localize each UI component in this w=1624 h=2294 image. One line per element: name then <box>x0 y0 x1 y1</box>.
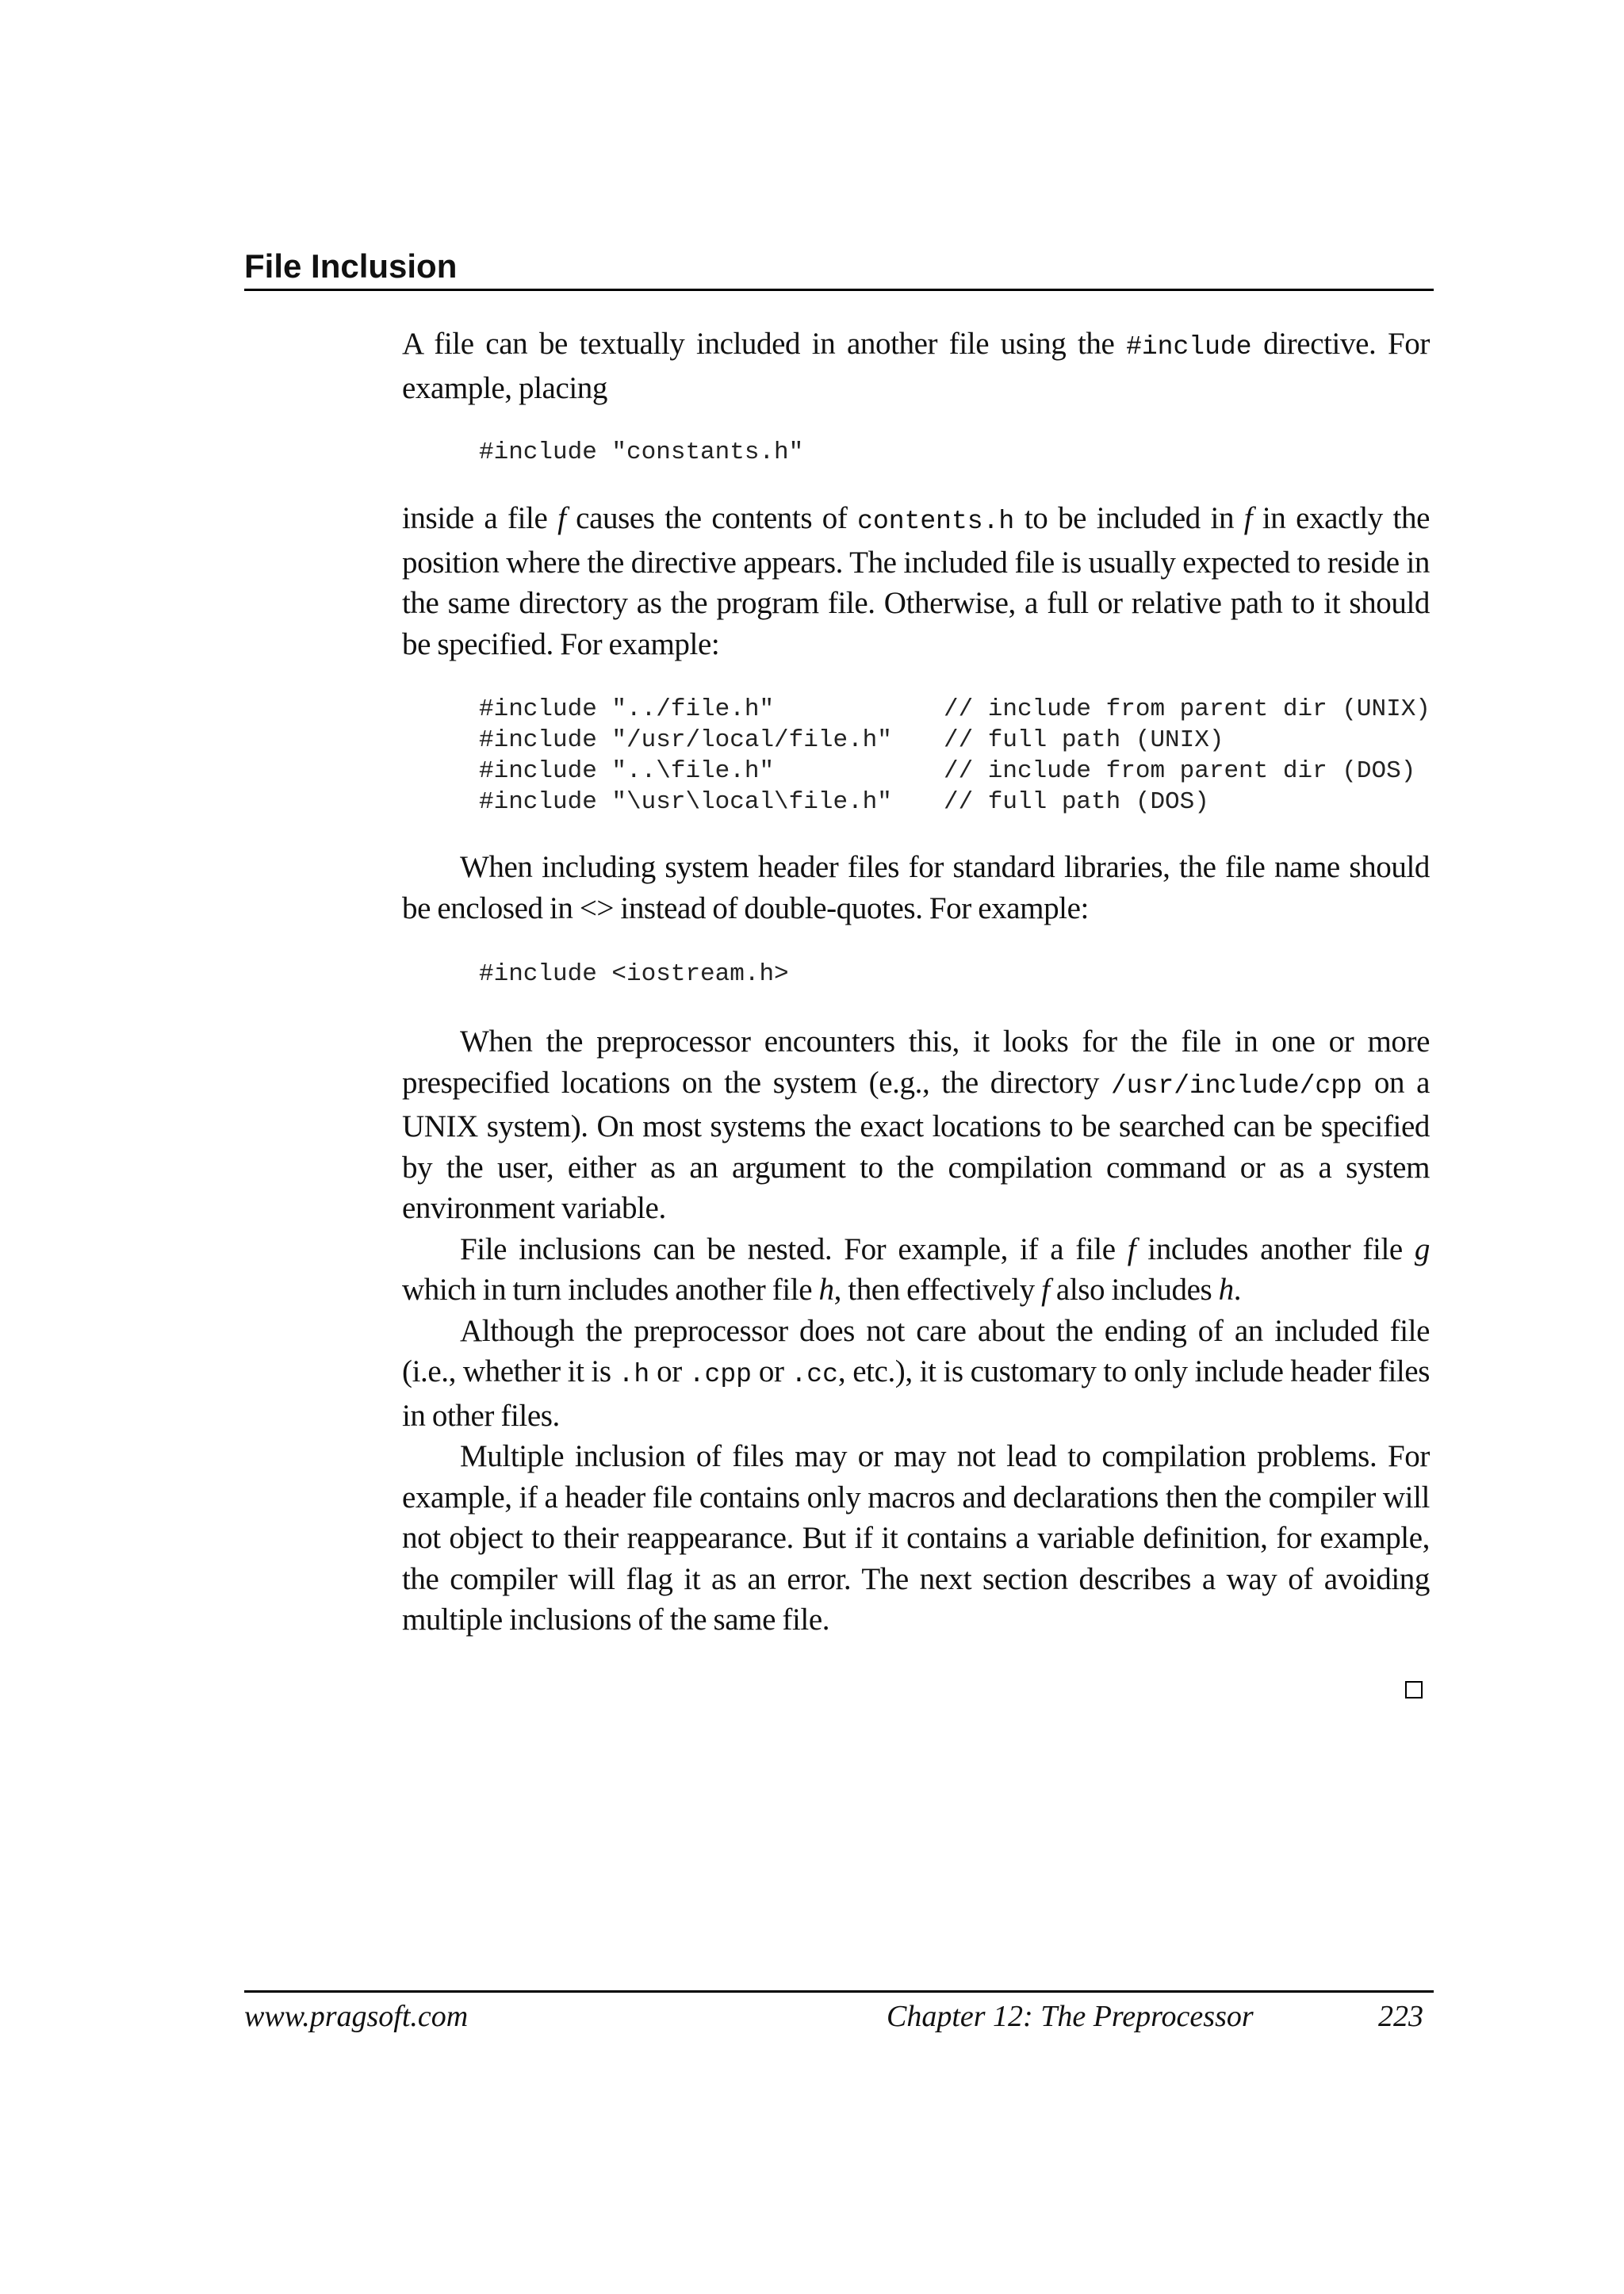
paragraph-nested-inclusion: File inclusions can be nested. For example, if a file f includes another file g which in turn includes another file h, then effectively f also includes h. <box>402 1231 1430 1307</box>
paragraph-preprocessor-search: When the preprocessor encounters this, it looks for the file in one or more prespecified locations on the system (e.g., the directory /usr/include/cpp on a UNIX system). On most systems the exact locations to be searched can be specified by the user, either as an argument to the compilation command or as a system environment variable. <box>402 1024 1430 1225</box>
paragraph-inclusion-position: inside a file f causes the contents of contents.h to be included in f in exactly the position where the directive appears. The included file is usually expected to reside in the same directory as the program file. Otherwise, a full or relative path to it should be specified. For example: <box>402 501 1430 661</box>
footer-website: www.pragsoft.com <box>244 2000 469 2033</box>
code-line: #include "\usr\local\file.h" // full path (DOS) <box>479 788 1209 816</box>
paragraph-file-endings: Although the preprocessor does not care about the ending of an included file (i.e., whether it is .h or .cpp or .cc, etc.), it is customary to only include header files in other files. <box>402 1313 1430 1433</box>
paragraph-body <box>402 1021 1430 1641</box>
code-line: #include "/usr/local/file.h" // full path (UNIX) <box>479 726 1224 754</box>
paragraph-multiple-inclusion: Multiple inclusion of files may or may not lead to compilation problems. For example, if a header file contains only macros and declarations then the compiler will not object to their reappearance. But if it contains a variable definition, for example, the compiler will flag it as an error. The next section describes a way of avoiding multiple inclusions of the same file. <box>402 1439 1430 1637</box>
footer-chapter-title: Chapter 12: The Preprocessor <box>887 2000 1254 2033</box>
code-line: #include "../file.h" // include from parent dir (UNIX) <box>479 695 1431 723</box>
inline-code: #include <box>1126 332 1252 362</box>
code-example-paths <box>479 694 1431 818</box>
end-of-section-square-icon <box>1405 1681 1423 1698</box>
paragraph-system-headers: When including system header files for standard libraries, the file name should be enclosed in <> instead of double-quotes. For example: <box>402 850 1430 925</box>
inline-code: contents.h <box>857 507 1015 536</box>
section-heading: File Inclusion <box>244 247 458 285</box>
inline-code: /usr/include/cpp <box>1110 1070 1362 1101</box>
code-example-include-constants: #include "constants.h" <box>479 439 804 466</box>
paragraph-intro: A file can be textually included in another file using the #include directive. For example, placing <box>402 327 1430 405</box>
code-example-iostream: #include <iostream.h> <box>479 960 789 988</box>
heading-rule <box>244 289 1434 291</box>
footer-rule <box>244 1990 1434 1993</box>
footer-page-number: 223 <box>1378 2000 1423 2033</box>
code-line: #include "..\file.h" // include from parent dir (DOS) <box>479 757 1416 785</box>
